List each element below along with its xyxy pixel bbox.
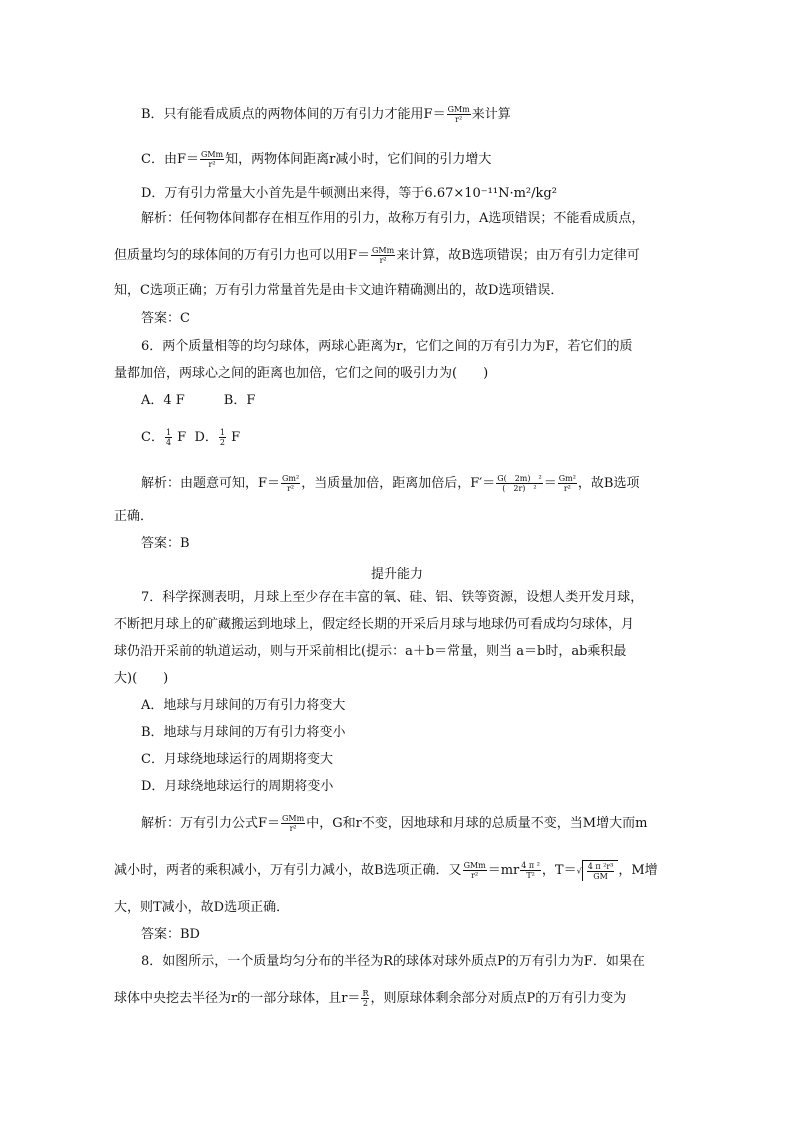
text: ，则原球体剩余部分对质点P的万有引力变为: [370, 991, 627, 1006]
text: ＝: [543, 476, 557, 491]
denominator: r²: [379, 256, 387, 265]
numerator: G( 2m) ²: [497, 474, 542, 483]
text: F: [227, 430, 241, 445]
numerator: R: [362, 989, 369, 998]
denominator: r²: [471, 871, 479, 880]
numerator: GMm: [372, 246, 395, 255]
text: F: [173, 430, 187, 445]
fraction: [587, 862, 615, 881]
q7-option-c: C．月球绕地球运行的周期将变大: [141, 752, 333, 767]
q6-options-ab: A．4 F B．F: [141, 393, 256, 408]
numerator: 1: [219, 428, 225, 437]
text: ＝mr: [487, 863, 520, 878]
q5-explanation-line2: [114, 246, 686, 265]
fraction: [463, 861, 487, 880]
q5-option-c: [141, 150, 713, 169]
denominator: r²: [287, 484, 295, 493]
denominator: r²: [563, 484, 571, 493]
text: ，M增: [618, 863, 658, 878]
q5-answer: 答案：C: [141, 311, 190, 326]
q5-explanation-line1: 解析：任何物体间都存在相互作用的引力，故称万有引力，A选项错误；不能看成质点，: [141, 211, 645, 226]
q7-answer: 答案：BD: [141, 927, 200, 942]
q6-stem-line1: 6．两个质量相等的均匀球体，两球心距离为r，它们之间的万有引力为F，若它们的质: [141, 339, 633, 354]
denominator: 2: [362, 999, 368, 1008]
numerator: 4 π ²r³: [587, 862, 614, 871]
text: 来计算: [471, 107, 511, 122]
text: ，当质量加倍，距离加倍后，F′＝: [301, 476, 496, 491]
denominator: 4: [165, 438, 172, 447]
q7-stem-line4: 大)( ): [114, 671, 169, 686]
numerator: GMm: [463, 861, 486, 870]
option-c-label: C．: [141, 430, 164, 445]
denominator: ( 2r) ²: [502, 484, 537, 493]
q5-option-d: D．万有引力常量大小首先是牛顿测出来得，等于6.67×10⁻¹¹N·m²/kg²: [141, 186, 557, 201]
text: 球体中央挖去半径为r的一部分球体，且r＝: [114, 991, 361, 1006]
q7-stem-line3: 球仍沿开采前的轨道运动，则与开采前相比(提示：a＋b＝常量，则当 a＝b时，ab乘积最: [114, 644, 627, 659]
q7-stem-line1: 7．科学探测表明，月球上至少存在丰富的氧、硅、铝、铁等资源，设想人类开发月球，: [141, 590, 644, 605]
q8-stem-line1: 8．如图所示，一个质量均匀分布的半径为R的球体对球外质点P的万有引力为F．如果在: [141, 954, 645, 969]
denominator: r²: [455, 115, 463, 124]
q7-explanation-line3: 大，则T减小，故D选项正确．: [114, 900, 290, 915]
fraction: [371, 246, 395, 265]
denominator: 2: [219, 438, 225, 447]
q5-option-b: [141, 105, 713, 124]
section-heading: 提升能力: [370, 567, 423, 582]
q7-option-a: A．地球与月球间的万有引力将变大: [141, 698, 346, 713]
fraction: [558, 474, 577, 493]
text: 来计算，故B选项错误；由万有引力定律可: [396, 248, 640, 263]
q8-stem-line2: [114, 989, 686, 1008]
denominator: GM: [593, 872, 608, 881]
q6-answer: 答案：B: [141, 536, 190, 551]
fraction: [496, 474, 543, 493]
text: 但质量均匀的球体间的万有引力也可以用F＝: [114, 248, 371, 263]
denominator: r²: [208, 160, 216, 169]
fraction: [200, 150, 224, 169]
q7-explanation-line1: [141, 814, 713, 833]
q6-stem-line2: 量都加倍，两球心之间的距离也加倍，它们之间的吸引力为( ): [114, 366, 489, 381]
option-d-label: D．: [194, 430, 218, 445]
numerator: Gm²: [282, 474, 300, 483]
fraction: [219, 428, 226, 447]
text: ，T＝: [541, 863, 577, 878]
fraction: [520, 861, 541, 880]
square-root: √ $\frac{\text{4 π ²r³}}{GM}$: [577, 860, 619, 881]
radicand: [582, 860, 619, 881]
q7-explanation-line2: [114, 860, 686, 881]
text: B．只有能看成质点的两物体间的万有引力才能用F＝: [141, 107, 446, 122]
text: 解析：万有引力公式F＝: [141, 816, 281, 831]
q6-explanation-line2: 正确．: [114, 509, 154, 524]
denominator: T²: [526, 871, 535, 880]
fraction: [447, 105, 471, 124]
text: 解析：由题意可知，F＝: [141, 476, 281, 491]
text: C．由F＝: [141, 152, 199, 167]
numerator: 1: [165, 428, 172, 437]
denominator: r²: [289, 824, 297, 833]
text: 减小时，两者的乘积减小，万有引力减小，故B选项正确．又: [114, 863, 462, 878]
q6-options-cd: [141, 428, 713, 447]
fraction: [281, 474, 300, 493]
q6-explanation-line1: [141, 474, 713, 493]
q7-stem-line2: 不断把月球上的矿藏搬运到地球上，假定经长期的开采后月球与地球仍可看成均匀球体，月: [114, 617, 635, 632]
text: 知，两物体间距离r减小时，它们间的引力增大: [225, 152, 492, 167]
numerator: Gm²: [558, 474, 576, 483]
numerator: GMm: [200, 150, 224, 159]
numerator: GMm: [282, 814, 305, 823]
text: ，故B选项: [577, 476, 640, 491]
fraction: [165, 428, 172, 447]
q7-option-b: B．地球与月球间的万有引力将变小: [141, 725, 346, 740]
q5-explanation-line3: 知，C选项正确；万有引力常量首先是由卡文迪许精确测出的，故D选项错误．: [114, 283, 564, 298]
numerator: GMm: [447, 105, 470, 114]
fraction: [281, 814, 305, 833]
numerator: 4 π ²: [521, 861, 540, 870]
q7-option-d: D．月球绕地球运行的周期将变小: [141, 779, 334, 794]
fraction: [361, 989, 369, 1008]
text: 中，G和r不变，因地球和月球的总质量不变，当M增大而m: [306, 816, 648, 831]
